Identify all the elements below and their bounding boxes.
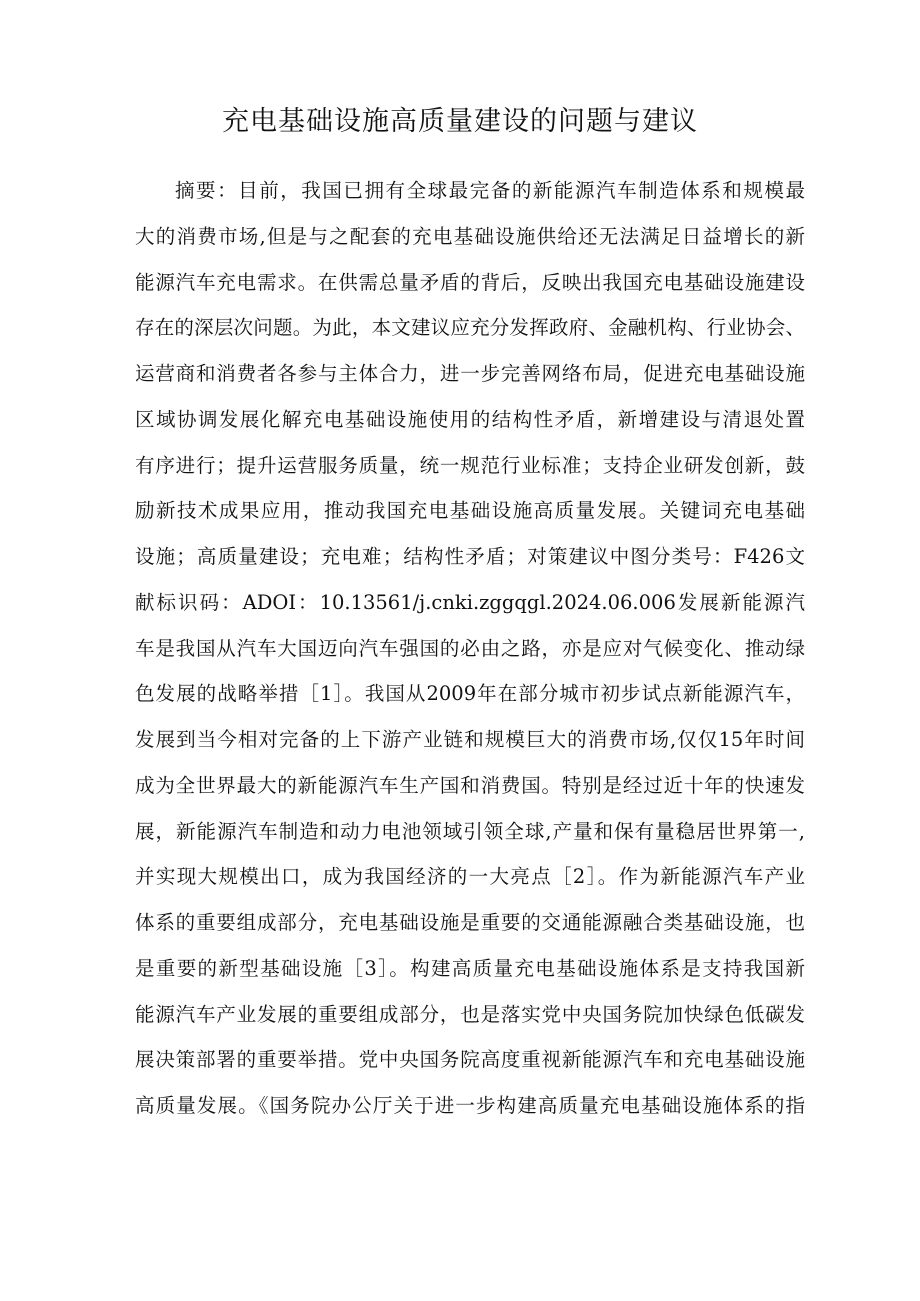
body-line: 是重要的新型基础设施［3］。构建高质量充电基础设施体系是支持我国新 — [135, 956, 805, 980]
body-line: 区域协调发展化解充电基础设施使用的结构性矛盾，新增建设与清退处置 — [135, 407, 805, 431]
body-line: 体系的重要组成部分，充电基础设施是重要的交通能源融合类基础设施，也 — [135, 911, 805, 934]
body-line: 能源汽车产业发展的重要组成部分，也是落实党中央国务院加快绿色低碳发 — [135, 1002, 805, 1026]
body-line: 成为全世界最大的新能源汽车生产国和消费国。特别是经过近十年的快速发 — [135, 773, 805, 797]
body-line: 车是我国从汽车大国迈向汽车强国的必由之路，亦是应对气候变化、推动绿 — [135, 636, 805, 660]
body-line: 高质量发展。《国务院办公厅关于进一步构建高质量充电基础设施体系的指 — [135, 1094, 805, 1117]
body-line: 运营商和消费者各参与主体合力，进一步完善网络布局，促进充电基础设施 — [135, 362, 805, 385]
body-line: 献标识码：ADOI：10.13561/j.cnki.zggqgl.2024.06.006发展新能源汽 — [135, 590, 805, 614]
body-line: 并实现大规模出口，成为我国经济的一大亮点［2］。作为新能源汽车产业 — [135, 865, 805, 889]
body-line: 展决策部署的重要举措。党中央国务院高度重视新能源汽车和充电基础设施 — [135, 1048, 805, 1072]
body-line: 发展到当今相对完备的上下游产业链和规模巨大的消费市场,仅仅15年时间 — [135, 728, 805, 751]
body-line: 展，新能源汽车制造和动力电池领域引领全球,产量和保有量稳居世界第一, — [135, 819, 805, 843]
body-line: 摘要：目前，我国已拥有全球最完备的新能源汽车制造体系和规模最 — [175, 179, 805, 202]
body-line: 励新技术成果应用，推动我国充电基础设施高质量发展。关键词充电基础 — [135, 499, 805, 523]
body-line: 大的消费市场,但是与之配套的充电基础设施供给还无法满足日益增长的新 — [135, 224, 805, 248]
document-body — [135, 168, 805, 1129]
body-line: 色发展的战略举措［1］。我国从2009年在部分城市初步试点新能源汽车， — [135, 682, 805, 706]
document-title: 充电基础设施高质量建设的问题与建议 — [222, 106, 698, 137]
body-line: 设施；高质量建设；充电难；结构性矛盾；对策建议中图分类号：F426文 — [135, 545, 805, 568]
body-line: 有序进行；提升运营服务质量，统一规范行业标准；支持企业研发创新，鼓 — [135, 453, 805, 477]
body-line: 能源汽车充电需求。在供需总量矛盾的背后，反映出我国充电基础设施建设 — [135, 270, 805, 294]
body-line: 存在的深层次问题。为此，本文建议应充分发挥政府、金融机构、行业协会、 — [135, 316, 805, 340]
